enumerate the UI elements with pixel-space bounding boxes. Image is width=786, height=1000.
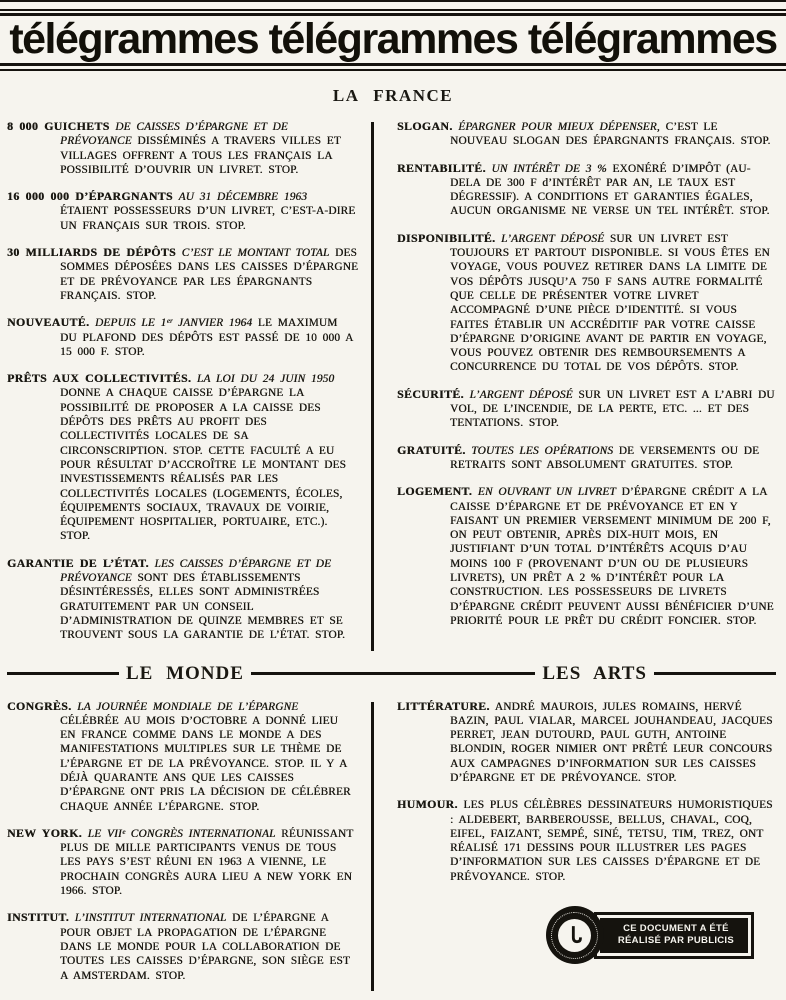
entry-term: 16 000 000 D’ÉPARGNANTS — [7, 189, 173, 204]
entry-body: DE VERSEMENTS OU DE RETRAITS SONT ABSOLUMENT GRATUITES. STOP. — [450, 444, 760, 471]
entry-term: DISPONIBILITÉ. — [397, 230, 496, 245]
entry-body: D’ÉPARGNE CRÉDIT A LA CAISSE D’ÉPARGNE ET DE PRÉVOYANCE ET EN Y FAISANT UN PREMIER VERSEMENT MINIMUM DE 200 F, ON PEUT OBTENIR, APRÈS DIX-HUIT MOIS, EN JUSTIFIANT D’UN TOTAL D’INTÉRÊTS ACQUIS D’AU MOINS 100 F (PROVENANT D’UN OU DE PLUSIEURS LIVRETS), UN PRÊT A 2 % D’INTÉRÊT POUR LA CONSTRUCTION. LES POSSESSEURS DE LIVRETS D’ÉPARGNE CRÉDIT PEUVENT AUSSI BÉNÉFICIER D’UNE PRIORITÉ POUR LE PRÊT DU CRÉDIT FONCIER. STOP. — [450, 486, 774, 627]
entry-term: HUMOUR. — [397, 797, 458, 812]
telegram-entry — [7, 189, 359, 233]
entry-lead-italic: LA LOI DU 24 JUIN 1950 — [196, 373, 335, 386]
publisher-credit — [397, 906, 754, 964]
entry-lead-italic: EN OUVRANT UN LIVRET — [477, 486, 616, 499]
telegram-entry — [7, 371, 359, 544]
section-title-la-france: LA FRANCE — [332, 86, 454, 105]
entry-lead-italic: L’ARGENT DÉPOSÉ — [469, 388, 573, 401]
masthead-rule — [0, 69, 786, 71]
section-header-row — [0, 663, 786, 685]
entry-body: DES SOMMES DÉPOSÉES DANS LES CAISSES D’ÉPARGNE ET DE PRÉVOYANCE PAR LES ÉPARGNANTS FRANÇAIS. STOP. — [60, 247, 359, 302]
entry-term: LOGEMENT. — [397, 484, 473, 499]
entry-lead-italic: UN INTÉRÊT DE 3 % — [491, 162, 607, 175]
telegram-entry — [397, 161, 776, 219]
telegram-entry — [397, 387, 776, 431]
entry-body: ÉTAIENT POSSESSEURS D’UN LIVRET, C’EST-A-DIRE UN FRANÇAIS SUR TROIS. STOP. — [60, 205, 356, 232]
entry-lead-italic: LA JOURNÉE MONDIALE DE L’ÉPARGNE — [77, 700, 299, 713]
section-title-le-monde: LE MONDE — [126, 662, 244, 684]
stylized-l-glyph — [565, 925, 585, 945]
header-rule — [7, 672, 119, 675]
telegram-entry — [7, 119, 359, 177]
masthead-rule — [0, 63, 786, 66]
entry-body: DONNE A CHAQUE CAISSE D’ÉPARGNE LA POSSIBILITÉ DE PROPOSER A LA CAISSE DES DÉPÔTS DES PRÊTS AU PROFIT DES COLLECTIVITÉS LOCALES DE SA CIRCONSCRIPTION. STOP. CETTE FACULTÉ A EU POUR RÉSULTAT D’ACCROÎTRE LE MONTANT DES INVESTISSEMENTS RÉALISÉS PAR LES COLLECTIVITÉS LOCALES (LOGEMENTS, ÉCOLES, ÉQUIPEMENTS SOCIAUX, TRAVAUX DE VOIRIE, ÉQUIPEMENT HOSPITALIER, PORTUAIRE, ETC.). STOP. — [60, 387, 347, 543]
telegram-entry — [7, 556, 359, 643]
entry-term: SLOGAN. — [397, 119, 453, 133]
entry-body: ANDRÉ MAUROIS, JULES ROMAINS, HERVÉ BAZIN, PAUL VIALAR, MARCEL JOUHANDEAU, JACQUES PERRET, JEAN DUTOURD, PAUL GUTH, ANTOINE BLONDIN, ROGER NIMIER ONT PRÊTÉ LEUR CONCOURS AUX CAMPAGNES D’INFORMATION SUR LES CAISSES D’ÉPARGNE ET DE PRÉVOYANCE. STOP. — [450, 700, 773, 784]
entry-term: LITTÉRATURE. — [397, 698, 490, 713]
masthead-rule — [0, 0, 786, 2]
credit-line-2: RÉALISÉ PAR PUBLICIS — [617, 935, 734, 947]
la-france-right-column — [374, 119, 776, 655]
telegram-entry — [7, 910, 359, 982]
entry-term: GARANTIE DE L’ÉTAT. — [7, 555, 149, 570]
telegram-entry — [397, 484, 776, 628]
les-arts-column — [374, 699, 776, 995]
page-title: télégrammes télégrammes télégrammes — [9, 15, 777, 63]
telegram-entry — [7, 315, 359, 359]
entry-lead-italic: L’ARGENT DÉPOSÉ — [501, 232, 605, 245]
entry-term: INSTITUT. — [7, 910, 70, 925]
entry-body: CÉLÉBRÉE AU MOIS D’OCTOBRE A DONNÉ LIEU EN FRANCE COMME DANS LE MONDE A DES MANIFESTATIONS MULTIPLES SUR LE THÈME DE L’ÉPARGNE ET DE LA PRÉVOYANCE. STOP. IL Y A DÉJÀ QUARANTE ANS QUE LES CAISSES D’ÉPARGNE ONT PRIS LA DÉCISION DE CÉLÉBRER CHAQUE ANNÉE L’ÉPARGNE. STOP. — [60, 714, 351, 813]
seal-core — [558, 919, 591, 952]
telegram-entry — [397, 797, 776, 884]
header-rule — [251, 672, 535, 675]
header-rule — [654, 672, 776, 675]
entry-body: SUR UN LIVRET EST TOUJOURS ET PARTOUT DISPONIBLE. SI VOUS ÊTES EN VOYAGE, VOUS POUVEZ RETIRER DANS LA LIMITE DE VOS DÉPÔTS JUSQU’A 750 F SANS AUTRE FORMALITÉ QUE CELLE DE PRÉSENTER VOTRE LIVRET ACCOMPAGNÉ D’UNE PIÈCE D’IDENTITÉ. SI VOUS FAITES ÉTABLIR UN ACCRÉDITIF PAR VOTRE CAISSE D’ÉPARGNE D’ORIGINE AVANT DE PARTIR EN VOYAGE, VOUS POUVEZ OBTENIR DES REMBOURSEMENTS A CONCURRENCE DU TOTAL DE VOS DÉPÔTS. STOP. — [450, 232, 770, 374]
entry-term: GRATUITÉ. — [397, 442, 466, 457]
telegram-entry — [7, 699, 359, 814]
entry-term: NOUVEAUTÉ. — [7, 315, 90, 330]
entry-term: PRÊTS AUX COLLECTIVITÉS. — [7, 371, 192, 386]
entry-body: EXONÉRÉ D’IMPÔT (AU-DELA DE 300 F d’INTÉRÊT PAR AN, LE TAUX EST DÉGRESSIF). A CONDITIONS ET GARANTIES ÉGALES, AUCUN ORGANISME NE VERSE UN TEL INTÉRÊT. STOP. — [450, 162, 770, 218]
entry-term: RENTABILITÉ. — [397, 160, 486, 175]
entry-body: SUR UN LIVRET EST A L’ABRI DU VOL, DE L’INCENDIE, DE LA PERTE, ETC. ... ET DES TENTATIONS. STOP. — [450, 388, 775, 430]
telegram-entry — [397, 443, 776, 473]
masthead — [0, 0, 786, 71]
entry-term: CONGRÈS. — [7, 698, 72, 713]
telegram-entry — [397, 699, 776, 786]
credit-box — [600, 918, 748, 953]
entry-term: NEW YORK. — [7, 825, 83, 840]
telegram-entry — [7, 245, 359, 303]
entry-term: 30 MILLIARDS DE DÉPÔTS — [7, 245, 177, 260]
telegram-entry — [7, 826, 359, 898]
entry-lead-italic: DEPUIS LE 1ᵉʳ JANVIER 1964 — [94, 317, 253, 330]
publicis-seal-icon — [546, 906, 604, 964]
entry-lead-italic: L’INSTITUT INTERNATIONAL — [74, 912, 227, 925]
la-france-left-column — [7, 119, 359, 655]
section-la-france — [0, 119, 786, 655]
entry-term: SÉCURITÉ. — [397, 386, 464, 401]
credit-line-1: CE DOCUMENT A ÉTÉ — [623, 922, 729, 934]
masthead-rule — [0, 9, 786, 11]
entry-body: LE MAXIMUM DU PLAFOND DES DÉPÔTS EST PASSÉ DE 10 000 A 15 000 F. STOP. — [60, 317, 353, 358]
entry-lead-italic: TOUTES LES OPÉRATIONS — [471, 444, 614, 457]
entry-body: LES PLUS CÉLÈBRES DESSINATEURS HUMORISTIQUES : ALDEBERT, BARBEROUSSE, BELLUS, CHAVAL, COQ, EIFEL, FAIZANT, SEMPÉ, SINÉ, TETSU, TIM, TREZ, ONT RÉALISÉ 171 DESSINS POUR ILLUSTRER LES PAGES D’INFORMATION SUR LES CAISSES D’ÉPARGNE ET DE PRÉVOYANCE. STOP. — [450, 799, 773, 883]
entry-lead-italic: LES CAISSES D’ÉPARGNE ET DE PRÉVOYANCE — [60, 557, 332, 585]
entry-term: 8 000 GUICHETS — [7, 119, 110, 133]
entry-lead-italic: AU 31 DÉCEMBRE 1963 — [178, 191, 308, 204]
telegram-entry — [397, 119, 776, 149]
telegram-entry — [397, 231, 776, 375]
entry-lead-italic: ÉPARGNER POUR MIEUX DÉPENSER, — [458, 121, 660, 133]
entry-lead-italic: LE VIIᵉ CONGRÈS INTERNATIONAL — [87, 827, 276, 840]
le-monde-column — [7, 699, 359, 995]
credit-frame — [594, 912, 754, 959]
entry-body: C’EST LE NOUVEAU SLOGAN DES ÉPARGNANTS FRANÇAIS. STOP. — [450, 121, 771, 148]
section-title-les-arts: LES ARTS — [542, 662, 647, 684]
entry-body: DISSÉMINÉS A TRAVERS VILLES ET VILLAGES OFFRENT A TOUS LES FRANÇAIS LA POSSIBILITÉ D’OUVRIR UN LIVRET. STOP. — [60, 135, 341, 176]
entry-body: RÉUNISSANT PLUS DE MILLE PARTICIPANTS VENUS DE TOUS LES PAYS S’EST RÉUNI EN 1963 A VIENNE, LE PROCHAIN CONGRÈS AURA LIEU A NEW YORK EN 1966. STOP. — [60, 827, 354, 898]
entry-lead-italic: DE CAISSES D’ÉPARGNE ET DE PRÉVOYANCE — [60, 121, 288, 148]
section-monde-arts — [0, 699, 786, 995]
entry-body: DE L’ÉPARGNE A POUR OBJET LA PROPAGATION DE L’ÉPARGNE DANS LE MONDE POUR LA COLLABORATION DE TOUTES LES CAISSES D’ÉPARGNE, SON SIÈGE EST A AMSTERDAM. STOP. — [60, 912, 350, 982]
entry-body: SONT DES ÉTABLISSEMENTS DÉSINTÉRESSÉS, ELLES SONT ADMINISTRÉES GRATUITEMENT PAR UN CONSEIL D’ADMINISTRATION DE QUINZE MEMBRES ET SE TROUVENT SOUS LA GARANTIE DE L’ÉTAT. STOP. — [60, 572, 346, 642]
seal-ring — [551, 912, 598, 959]
entry-lead-italic: C’EST LE MONTANT TOTAL — [181, 247, 330, 260]
